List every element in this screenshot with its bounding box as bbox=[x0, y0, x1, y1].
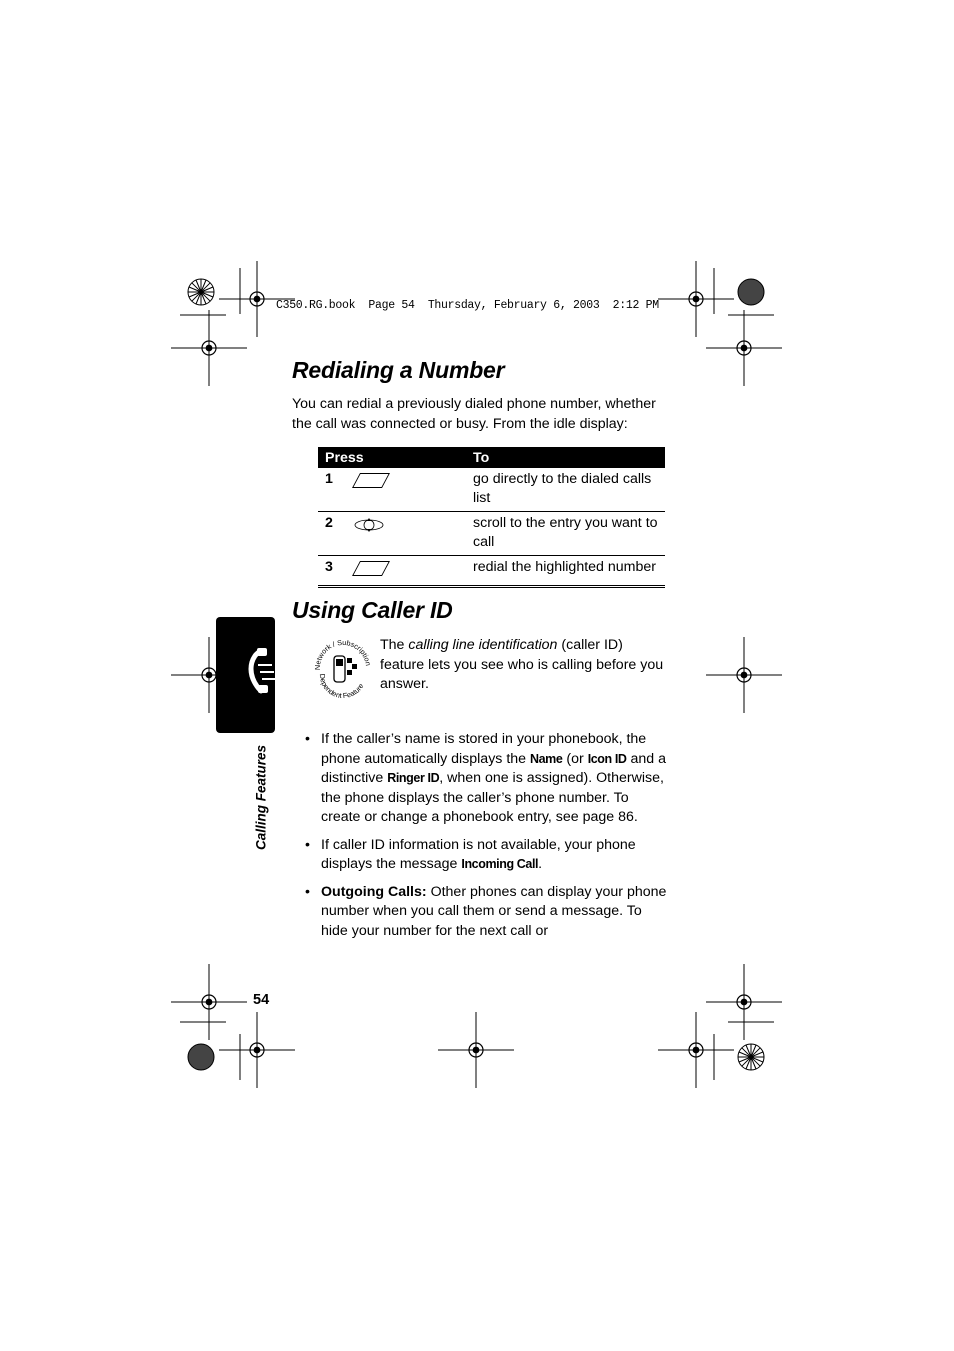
bold-lead: Outgoing Calls: bbox=[321, 883, 427, 900]
svg-text:Dependent Feature: Dependent Feature bbox=[317, 673, 366, 698]
table-row bbox=[318, 556, 665, 587]
chapter-tab bbox=[216, 617, 275, 733]
caller-id-bullets bbox=[304, 730, 669, 949]
print-header: C350.RG.book Page 54 Thursday, February 6, 2003 2:12 PM bbox=[276, 299, 659, 312]
table-row bbox=[318, 468, 665, 512]
table-row bbox=[318, 512, 665, 556]
navigation-key-icon bbox=[354, 516, 384, 540]
section-title-caller-id: Using Caller ID bbox=[292, 597, 453, 623]
step-number: 3 bbox=[318, 556, 345, 587]
step-number: 1 bbox=[318, 468, 345, 512]
ui-term: Ringer ID bbox=[387, 771, 440, 785]
list-item: • If the caller’s name is stored in your phonebook, the phone automatically displays the Name (or Icon ID and a distinctive Ringer ID, when one is assigned). Otherwise, the phone displays the caller’s phone number. To create or change a phonebook entry, see page 86. bbox=[304, 730, 669, 828]
press-header: Press bbox=[318, 447, 466, 468]
step-action: go directly to the dialed calls list bbox=[466, 468, 665, 512]
step-action: scroll to the entry you want to call bbox=[466, 512, 665, 556]
step-number: 2 bbox=[318, 512, 345, 556]
press-table bbox=[318, 447, 665, 588]
ui-term: Incoming Call bbox=[461, 857, 539, 871]
intro-text: (caller ID) feature lets you see who is calling before you answer. bbox=[380, 637, 664, 692]
to-header: To bbox=[466, 447, 665, 468]
network-feature-badge bbox=[314, 636, 372, 698]
list-item: • If caller ID information is not available, your phone displays the message Incoming Call. bbox=[304, 836, 669, 875]
send-key-icon bbox=[352, 561, 390, 576]
step-action: redial the highlighted number bbox=[466, 556, 665, 587]
intro-text: The bbox=[380, 637, 409, 653]
phone-handset-icon bbox=[216, 617, 275, 733]
send-key-icon bbox=[352, 473, 390, 488]
page-number: 54 bbox=[253, 992, 270, 1008]
redial-intro: You can redial a previously dialed phone number, whether the call was connected or busy. From the idle display: bbox=[292, 396, 656, 432]
list-item: • Outgoing Calls: Other phones can display your phone number when you call them or send a message. To hide your number for the next call or bbox=[304, 883, 669, 942]
network-feature-icon bbox=[314, 636, 372, 698]
svg-text:Network / Subscription: etwork / Subscriptio bbox=[314, 637, 372, 666]
caller-id-intro bbox=[380, 636, 670, 695]
intro-term: calling line identification bbox=[408, 637, 558, 653]
chapter-label: Calling Features bbox=[253, 744, 269, 851]
section-title-redialing: Redialing a Number bbox=[292, 357, 505, 383]
ui-term: Icon ID bbox=[587, 751, 627, 766]
ui-term: Name bbox=[530, 751, 563, 766]
